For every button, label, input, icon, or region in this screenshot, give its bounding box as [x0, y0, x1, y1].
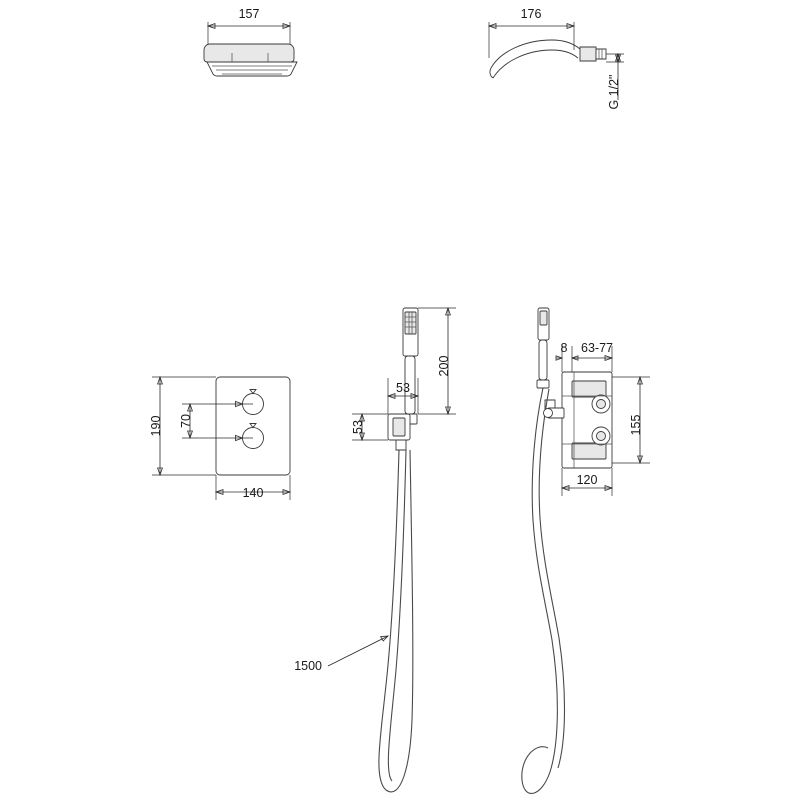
shower-head-view	[204, 22, 297, 76]
dim-body-width: 120	[576, 473, 598, 487]
dim-arm-length: 176	[520, 7, 542, 21]
dim-arm-thread: G 1/2"	[607, 74, 621, 110]
dim-outlet-offset-v: 53	[351, 420, 365, 434]
handset-hose-view	[328, 308, 456, 792]
dim-head-width: 157	[238, 7, 260, 21]
valve-plate-view	[152, 377, 290, 500]
dim-valve-height: 190	[149, 415, 163, 437]
concealed-body-view	[522, 308, 650, 793]
dim-body-depth-range: 63-77	[581, 341, 613, 355]
dim-outlet-offset-h: 53	[396, 381, 410, 395]
shower-arm-view	[489, 22, 624, 100]
dim-body-height: 155	[629, 414, 643, 436]
dim-valve-width: 140	[242, 486, 264, 500]
dim-hose-length: 1500	[294, 659, 322, 673]
dim-body-depth: 8	[560, 341, 568, 355]
dim-handle-spacing: 70	[179, 414, 193, 428]
dim-handset-drop: 200	[437, 355, 451, 377]
